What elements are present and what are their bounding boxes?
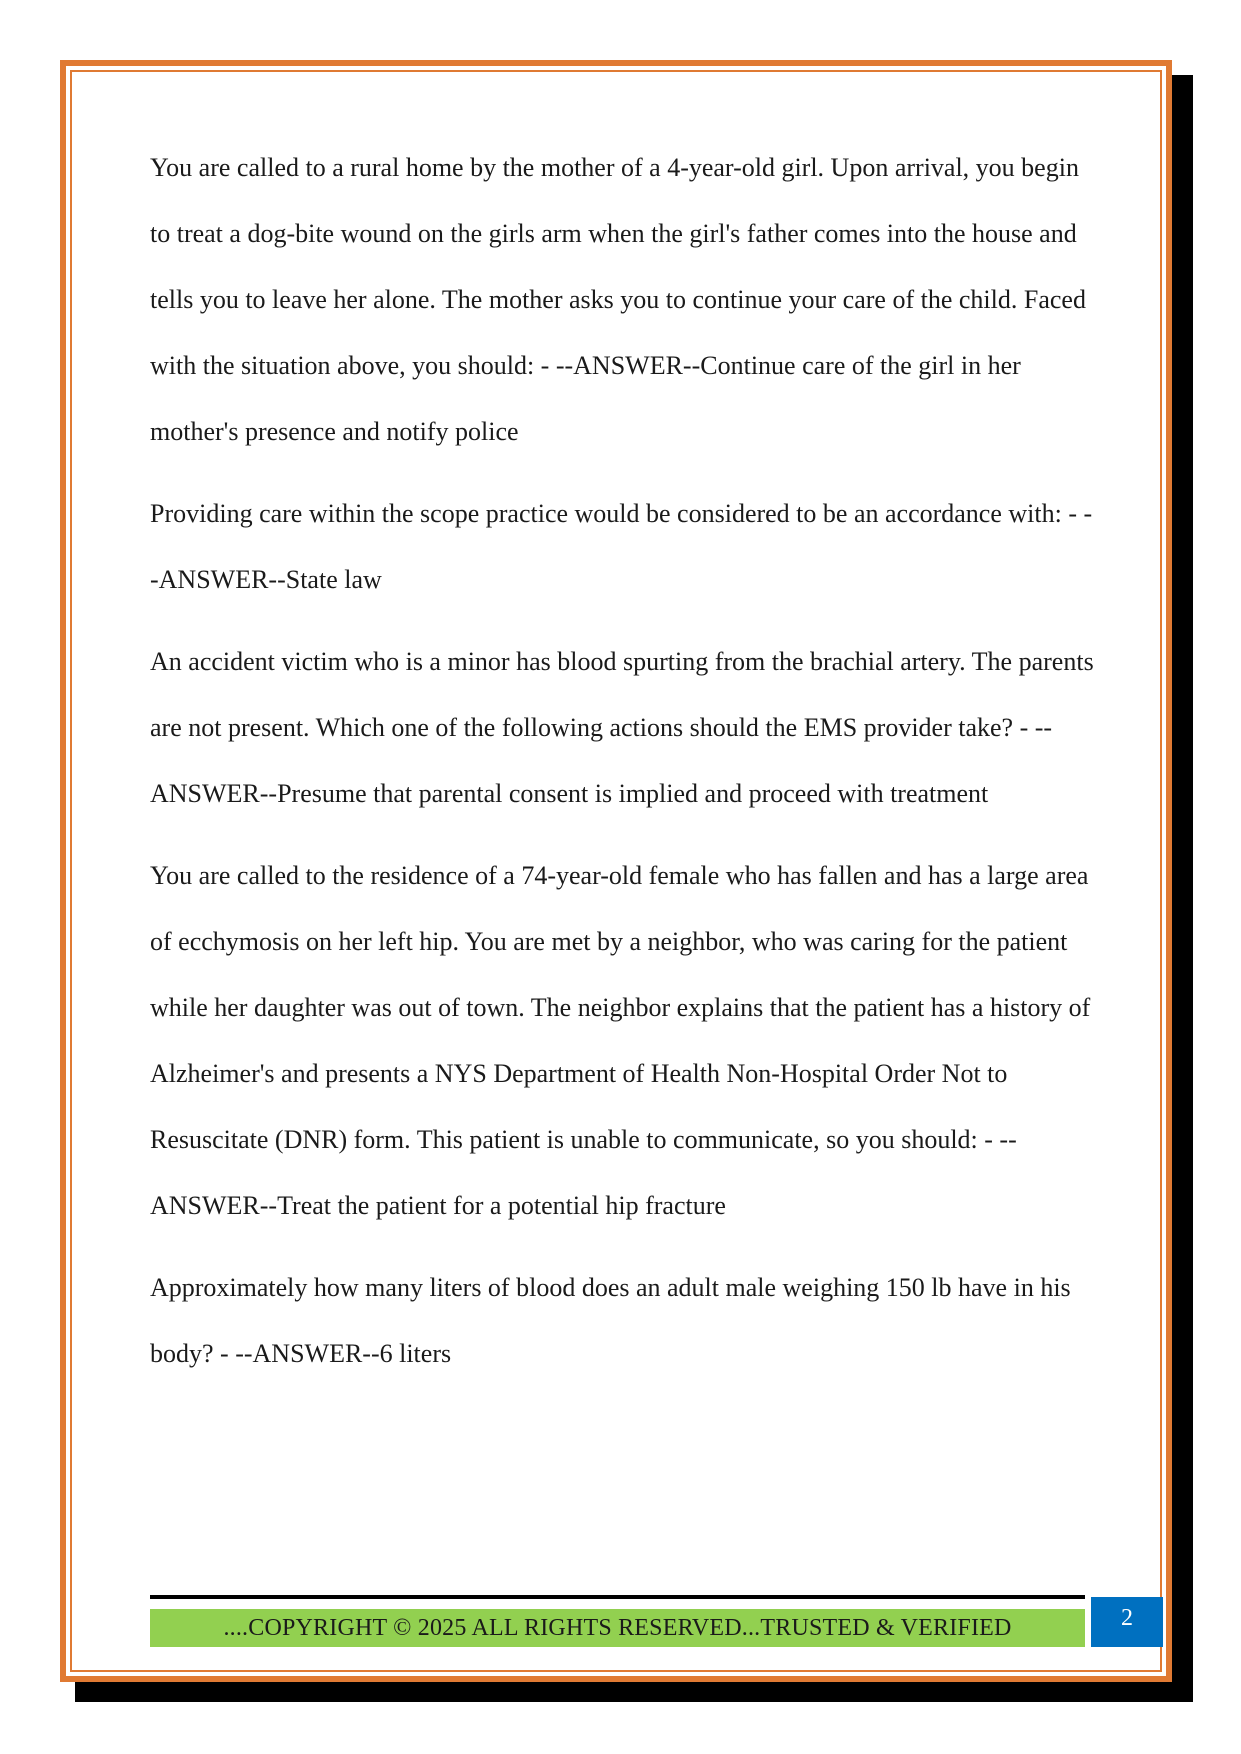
footer-copyright: ....COPYRIGHT © 2025 ALL RIGHTS RESERVED...TRUSTED & VERIFIED xyxy=(223,1614,1012,1641)
footer-bar xyxy=(150,1609,1085,1647)
qa-item-5: Approximately how many liters of blood does an adult male weighing 150 lb have in his body? - --ANSWER--6 liters xyxy=(150,1273,1071,1368)
qa-item-1: You are called to a rural home by the mother of a 4-year-old girl. Upon arrival, you begin to treat a dog-bite wound on the girls arm when the girl's father comes into the house and tells you to leave her alone. The mother asks you to continue your care of the child. Faced with the situation above, you should: - --ANSWER--Continue care of the girl in her mother's presence and notify police xyxy=(150,153,1086,446)
page-content xyxy=(150,135,1100,1403)
footer-rule xyxy=(150,1595,1085,1599)
qa-item-3: An accident victim who is a minor has blood spurting from the brachial artery. The parents are not present. Which one of the following actions should the EMS provider take? - --ANSWER--Presume that parental consent is implied and proceed with treatment xyxy=(150,647,1094,808)
page-number: 2 xyxy=(1121,1604,1133,1631)
qa-item-2: Providing care within the scope practice would be considered to be an accordance with: - --ANSWER--State law xyxy=(150,499,1093,594)
page-number-box xyxy=(1091,1597,1163,1647)
qa-item-4: You are called to the residence of a 74-year-old female who has fallen and has a large area of ecchymosis on her left hip. You are met by a neighbor, who was caring for the patient while her daughter was out of town. The neighbor explains that the patient has a history of Alzheimer's and presents a NYS Department of Health Non-Hospital Order Not to Resuscitate (DNR) form. This patient is unable to communicate, so you should: - --ANSWER--Treat the patient for a potential hip fracture xyxy=(150,861,1091,1220)
